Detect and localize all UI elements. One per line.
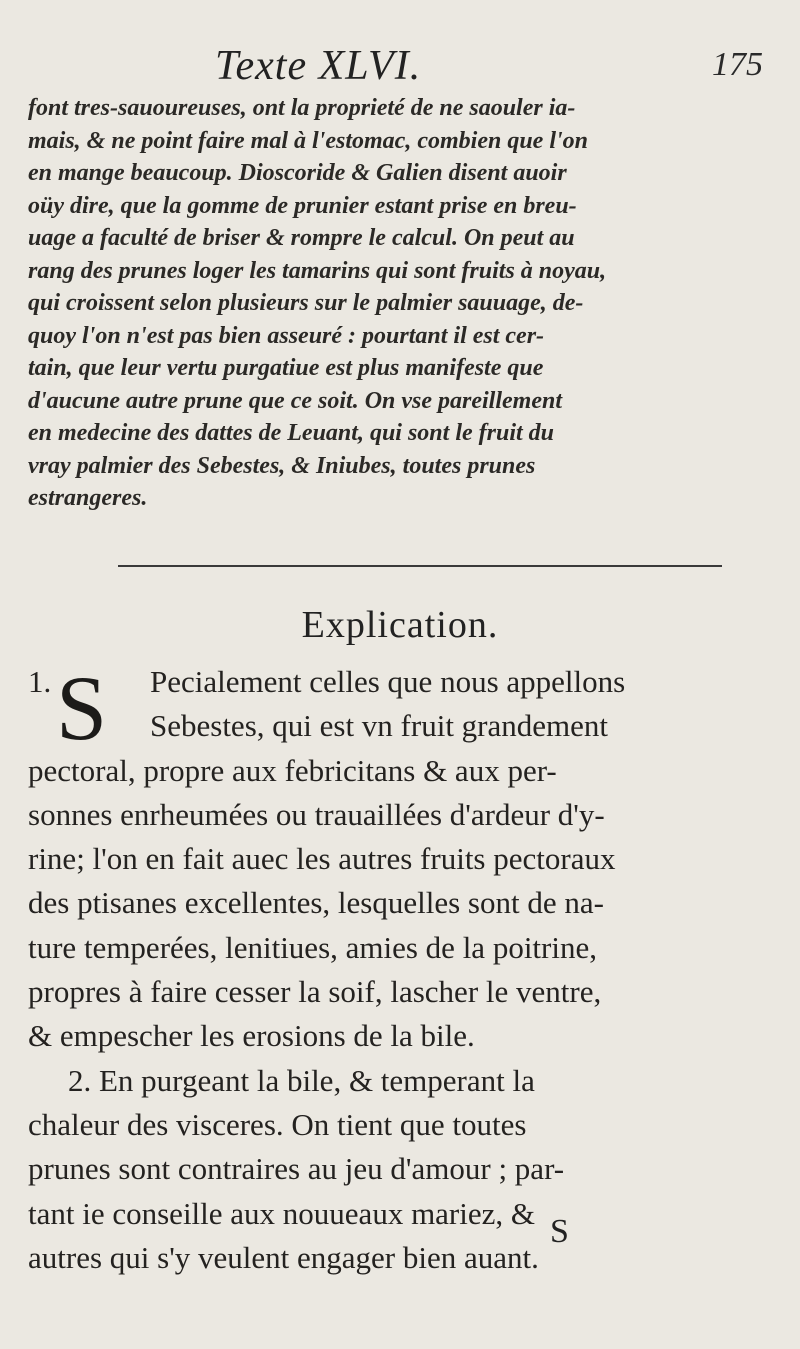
text-line: sonnes enrheumées ou trauaillées d'ardeur d'y- xyxy=(28,796,605,832)
text-line-content: Pecialement celles que nous appellons xyxy=(150,664,626,699)
text-line: oüy dire, que la gomme de prunier estant prise en breu- xyxy=(28,192,577,219)
text-line: ture temperées, lenitiues, amies de la poitrine, xyxy=(28,929,597,965)
text-line: tain, que leur vertu purgatiue est plus manifeste que xyxy=(28,355,544,381)
running-title: Texte XLVI. xyxy=(215,43,422,89)
text-line-content: En purgeant la bile, & temperant la xyxy=(99,1062,535,1098)
text-line: prunes sont contraires au jeu d'amour ; par- xyxy=(28,1151,565,1187)
running-head xyxy=(0,40,800,90)
paragraph-number: 2. xyxy=(68,1062,92,1098)
text-line: & empescher les erosions de la bile. xyxy=(28,1018,475,1054)
text-line: rine; l'on en fait auec les autres fruits pectoraux xyxy=(28,841,616,877)
text-line: estrangeres. xyxy=(28,485,148,511)
text-block-italic xyxy=(28,92,788,515)
section-heading: Explication. xyxy=(301,604,499,646)
text-line: des ptisanes excellentes, lesquelles sont de na- xyxy=(28,885,604,921)
text-line: quoy l'on n'est pas bien asseuré : pourtant il est cer- xyxy=(28,322,545,349)
catchword: S xyxy=(550,1213,569,1250)
text-line: uage a faculté de briser & rompre le calcul. On peut au xyxy=(28,225,575,251)
text-line: tant ie conseille aux nouueaux mariez, & xyxy=(28,1195,536,1231)
text-block-roman xyxy=(28,657,788,1280)
text-line xyxy=(28,704,788,748)
text-line-content: Sebestes, qui est vn fruit grandement xyxy=(150,708,609,744)
text-line xyxy=(28,660,788,704)
text-line xyxy=(28,1059,788,1103)
text-line: pectoral, propre aux febricitans & aux per- xyxy=(28,752,557,788)
paragraph-number: 1. xyxy=(28,664,52,699)
text-line: vray palmier des Sebestes, & Iniubes, toutes prunes xyxy=(28,452,536,479)
text-line: font tres-sauoureuses, ont la proprieté de ne saouler ia- xyxy=(28,95,576,121)
text-line: chaleur des visceres. On tient que toutes xyxy=(28,1106,527,1142)
text-line: rang des prunes loger les tamarins qui sont fruits à noyau, xyxy=(28,257,607,284)
text-line: autres qui s'y veulent engager bien auant. xyxy=(28,1239,539,1275)
drop-cap: S xyxy=(56,657,108,759)
page-number: 175 xyxy=(712,46,763,83)
text-line: d'aucune autre prune que ce soit. On vse pareillement xyxy=(28,387,562,414)
text-line: qui croissent selon plusieurs sur le palmier sauuage, de- xyxy=(28,290,584,316)
text-line: en mange beaucoup. Dioscoride & Galien disent auoir xyxy=(28,160,567,186)
text-line: en medecine des dattes de Leuant, qui sont le fruit du xyxy=(28,420,554,446)
text-line: mais, & ne point faire mal à l'estomac, combien que l'on xyxy=(28,127,589,154)
text-line: propres à faire cesser la soif, lascher le ventre, xyxy=(28,974,602,1010)
horizontal-rule xyxy=(118,565,722,567)
